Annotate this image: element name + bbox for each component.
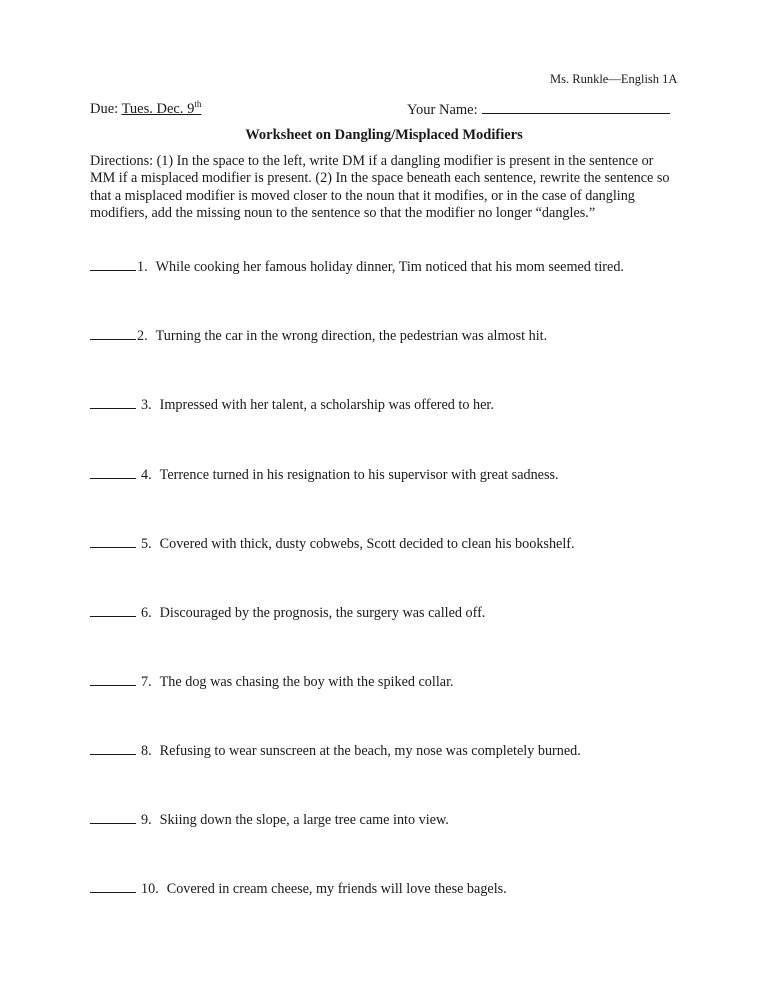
answer-blank[interactable]: [90, 327, 136, 340]
question-number: 10.: [141, 881, 159, 897]
question-number: 4.: [141, 467, 152, 483]
name-line: [407, 101, 670, 119]
question-item: [90, 880, 507, 898]
question-item: [90, 811, 449, 829]
question-sentence: Refusing to wear sunscreen at the beach, my nose was completely burned.: [159, 743, 581, 759]
name-blank[interactable]: [482, 101, 670, 114]
question-item: [90, 673, 454, 691]
name-label: Your Name:: [407, 102, 478, 118]
question-item: [90, 604, 485, 622]
answer-blank[interactable]: [90, 396, 136, 409]
worksheet-title: Worksheet on Dangling/Misplaced Modifiers: [245, 127, 523, 143]
question-item: [90, 396, 494, 414]
question-number: 6.: [141, 605, 152, 621]
question-number: 8.: [141, 743, 152, 759]
answer-blank[interactable]: [90, 811, 136, 824]
question-sentence: The dog was chasing the boy with the spiked collar.: [159, 674, 454, 690]
question-sentence: Impressed with her talent, a scholarship was offered to her.: [159, 397, 494, 413]
answer-blank[interactable]: [90, 604, 136, 617]
question-sentence: While cooking her famous holiday dinner, Tim noticed that his mom seemed tired.: [155, 259, 624, 275]
question-number: 2.: [137, 328, 148, 344]
due-date-suffix: th: [194, 99, 202, 110]
question-sentence: Covered in cream cheese, my friends will love these bagels.: [166, 881, 507, 897]
answer-blank[interactable]: [90, 742, 136, 755]
answer-blank[interactable]: [90, 466, 136, 479]
question-sentence: Skiing down the slope, a large tree came into view.: [159, 812, 449, 828]
question-sentence: Discouraged by the prognosis, the surgery was called off.: [159, 605, 486, 621]
due-line: [90, 101, 201, 118]
question-number: 9.: [141, 812, 152, 828]
question-sentence: Terrence turned in his resignation to his supervisor with great sadness.: [159, 467, 559, 483]
due-date-text: Tues. Dec. 9: [121, 101, 195, 117]
question-sentence: Covered with thick, dusty cobwebs, Scott decided to clean his bookshelf.: [159, 536, 575, 552]
answer-blank[interactable]: [90, 880, 136, 893]
question-item: [90, 258, 624, 276]
due-label: Due:: [90, 101, 119, 117]
question-number: 5.: [141, 536, 152, 552]
question-item: [90, 466, 559, 484]
question-item: [90, 535, 575, 553]
answer-blank[interactable]: [90, 258, 136, 271]
due-date: [122, 101, 202, 117]
question-number: 3.: [141, 397, 152, 413]
teacher-course-label: Ms. Runkle—English 1A: [550, 72, 678, 86]
answer-blank[interactable]: [90, 673, 136, 686]
question-item: [90, 742, 581, 760]
question-number: 7.: [141, 674, 152, 690]
answer-blank[interactable]: [90, 535, 136, 548]
question-number: 1.: [137, 259, 148, 275]
question-sentence: Turning the car in the wrong direction, the pedestrian was almost hit.: [155, 328, 548, 344]
question-item: [90, 327, 547, 345]
directions-text: Directions: (1) In the space to the left, write DM if a dangling modifier is present in the sentence or MM if a misplaced modifier is present. (2) In the space beneath each sentence, rewrite the sentence so that a misplaced modifier is moved closer to the noun that it modifies, or in the case of dangling modifiers, add the missing noun to the sentence so that the modifier no longer “dangles.”: [90, 153, 670, 222]
